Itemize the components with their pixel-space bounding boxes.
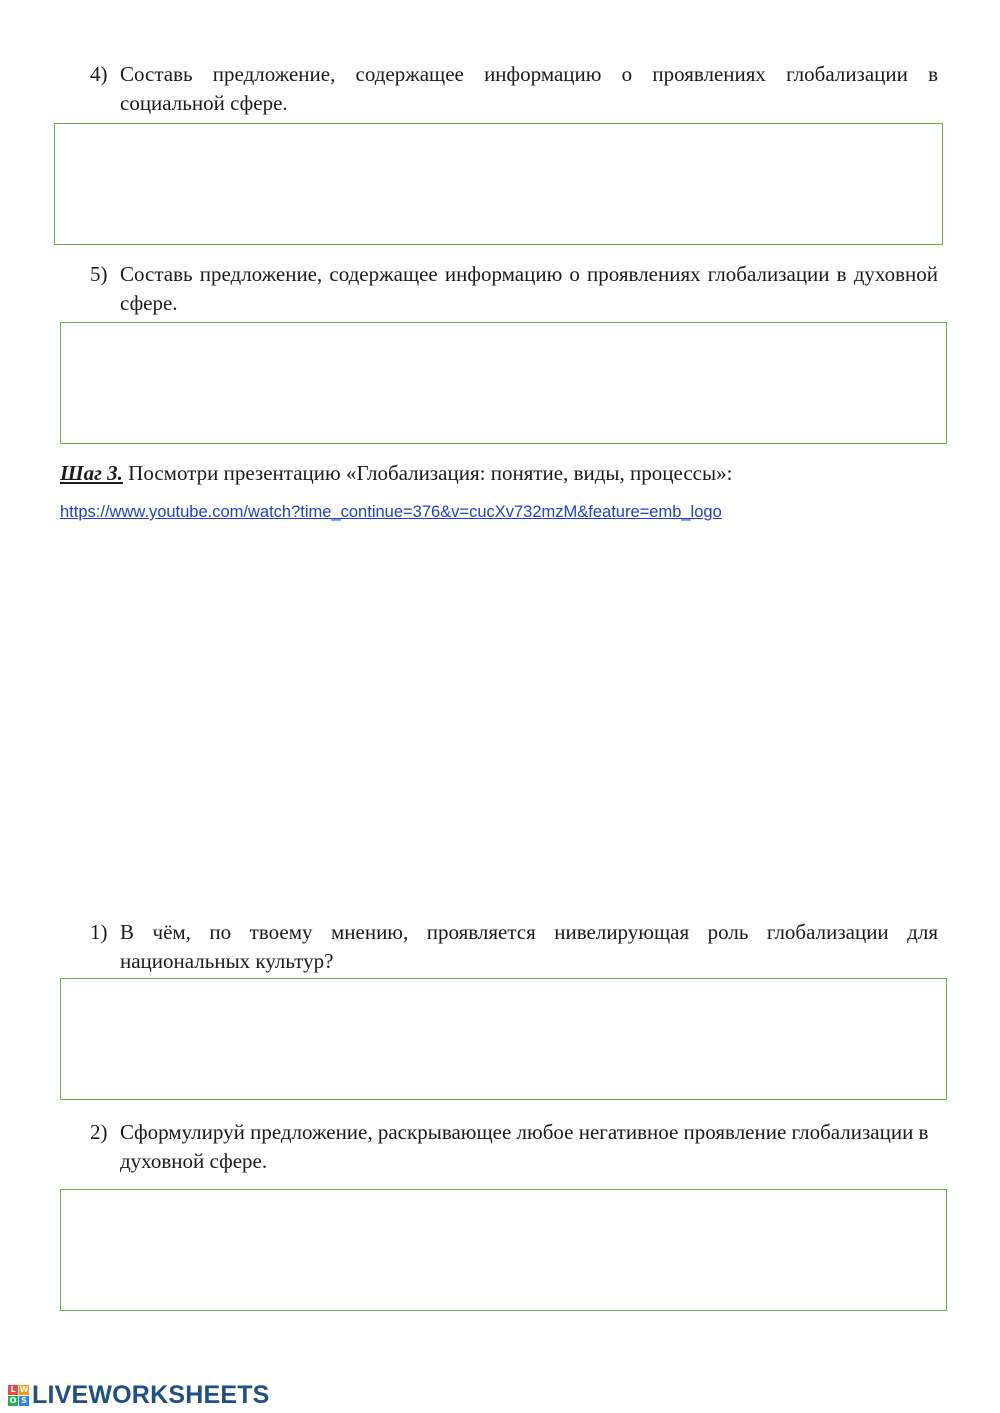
logo-text: LIVEWORKSHEETS <box>32 1380 270 1409</box>
step-3-label: Шаг 3. <box>60 461 123 485</box>
question-text: Составь предложение, содержащее информацию о проявлениях глобализации в социальной сфере. <box>120 62 938 115</box>
answer-box-2[interactable] <box>60 1189 947 1311</box>
question-2 <box>90 1118 938 1176</box>
answer-input-1[interactable] <box>61 979 946 1099</box>
answer-input-2[interactable] <box>61 1190 946 1310</box>
question-5 <box>90 260 938 318</box>
question-number: 2) <box>90 1120 108 1144</box>
question-1 <box>90 918 938 976</box>
step-3-heading <box>60 459 732 488</box>
question-number: 1) <box>90 920 108 944</box>
question-number: 4) <box>90 62 108 86</box>
logo-tile: O <box>9 1395 17 1405</box>
liveworksheets-logo <box>8 1380 270 1410</box>
liveworksheets-logo-icon <box>8 1385 29 1406</box>
question-text: Сформулируй предложение, раскрывающее любое негативное проявление глобализации в духовной сфере. <box>120 1120 929 1173</box>
logo-tile: W <box>19 1384 29 1394</box>
answer-box-4[interactable] <box>54 123 943 245</box>
answer-box-5[interactable] <box>60 322 947 444</box>
question-text: В чём, по твоему мнению, проявляется нивелирующая роль глобализации для национальных культур? <box>120 920 938 973</box>
answer-input-4[interactable] <box>55 124 942 244</box>
answer-box-1[interactable] <box>60 978 947 1100</box>
question-4 <box>90 60 938 118</box>
step-3-text: Посмотри презентацию «Глобализация: понятие, виды, процессы»: <box>122 461 733 485</box>
answer-input-5[interactable] <box>61 323 946 443</box>
logo-tile: L <box>8 1385 18 1395</box>
question-text: Составь предложение, содержащее информацию о проявлениях глобализации в духовной сфере. <box>120 262 938 315</box>
video-link[interactable]: https://www.youtube.com/watch?time_continue=376&v=cucXv732mzM&feature=emb_logo <box>60 503 722 521</box>
logo-tile: S <box>19 1396 29 1406</box>
question-number: 5) <box>90 262 108 286</box>
